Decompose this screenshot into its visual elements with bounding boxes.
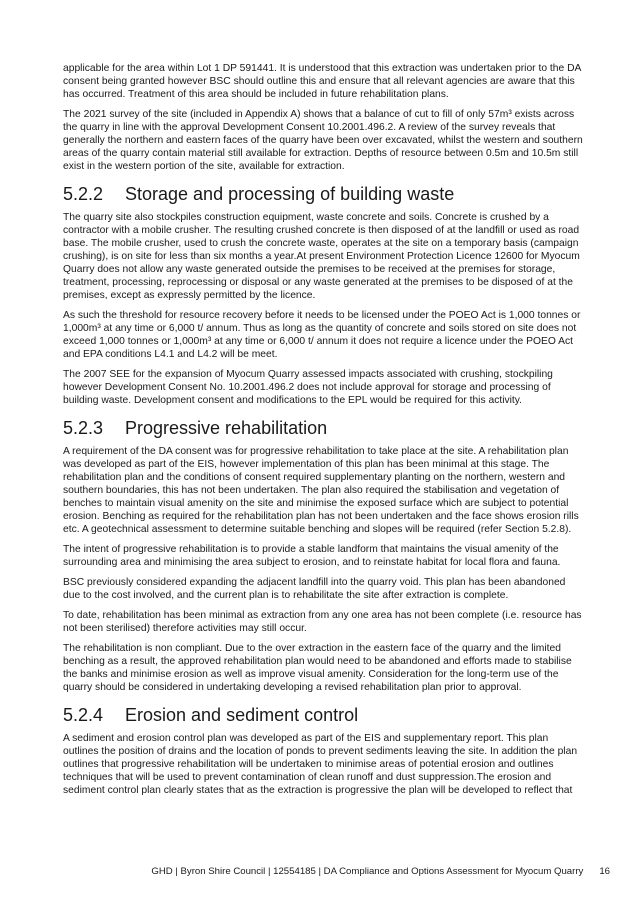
body-paragraph: BSC previously considered expanding the adjacent landfill into the quarry void. This plan has been abandoned due to the cost involved, and the current plan is to rehabilitate the site after extraction is complete.	[63, 577, 566, 601]
section-heading	[63, 417, 583, 439]
body-paragraph: The quarry site also stockpiles construction equipment, waste concrete and soils. Concrete is crushed by a contractor with a mobile crusher. The resulting crushed concrete is then disposed of at the landfill or used as road base. The mobile crusher, used to crush the concrete waste, operates at the site on a temporary basis (campaign crushing), is on site for less than six months a year.At present Environment Protection Licence 12600 for Myocum Quarry does not allow any waste generated outside the premises to be received at the premises for storage, treatment, processing, reprocessing or disposal or any waste generated at the premises to be disposed of at the premises, except as expressly permitted by the licence.	[63, 212, 580, 301]
body-paragraph: A requirement of the DA consent was for progressive rehabilitation to take place at the site. A rehabilitation plan was developed as part of the EIS, however implementation of this plan has been minimal at this stage. The rehabilitation plan and the conditions of consent required supplementary planting on the northern, western and southern boundaries, this has not been undertaken. The plan also required the stabilisation and vegetation of benches to maintain visual amenity on the site and minimise the exposed surface which are subject to potential erosion. Benching as required for the rehabilitation plan has not been undertaken and the face shows erosion rills etc. A geotechnical assessment to determine suitable benching and slopes will be required (refer Section 5.2.8).	[63, 446, 579, 535]
page-footer	[140, 866, 610, 878]
body-paragraph: As such the threshold for resource recovery before it needs to be licensed under the POEO Act is 1,000 tonnes or 1,000m³ at any time or 6,000 t/ annum. Thus as long as the quantity of concrete and soils stored on site does not exceed 1,000 tonnes or 1,000m³ at any time or 6,000 t/ annum it does not require a licence under the POEO Act and EPA conditions L4.1 and L4.2 will be meet.	[63, 310, 581, 360]
section-title: Storage and processing of building waste	[125, 184, 455, 204]
body-paragraph: applicable for the area within Lot 1 DP 591441. It is understood that this extraction was undertaken prior to the DA consent being granted however BSC should outline this and ensure that all relevant agencies are aware that this has occurred. Treatment of this area should be included in future rehabilitation plans.	[63, 63, 581, 100]
page-body	[63, 62, 583, 804]
section-number: 5.2.2	[63, 184, 104, 204]
body-paragraph: To date, rehabilitation has been minimal as extraction from any one area has not been complete (i.e. resource has not been sterilised) therefore activities may still occur.	[63, 610, 582, 634]
section-number: 5.2.4	[63, 705, 104, 725]
section-title: Progressive rehabilitation	[125, 418, 328, 438]
body-paragraph: The 2007 SEE for the expansion of Myocum Quarry assessed impacts associated with crushing, stockpiling however Development Consent No. 10.2001.496.2 does not include approval for storage and processing of building waste. Development consent and modifications to the EPL would be required for this activity.	[63, 369, 553, 406]
section-number: 5.2.3	[63, 418, 104, 438]
body-paragraph: The 2021 survey of the site (included in Appendix A) shows that a balance of cut to fill of only 57m³ exists across the quarry in line with the approval Development Consent 10.2001.496.2. A review of the survey reveals that generally the northern and eastern faces of the quarry have been over excavated, whilst the western and southern areas of the quarry contain material still available for extraction. Depths of resource between 0.5m and 10.5m still exist in the western portion of the site, available for extraction.	[63, 109, 583, 172]
section-title: Erosion and sediment control	[125, 705, 359, 725]
page-number: 16	[599, 866, 610, 877]
section-heading	[63, 183, 583, 205]
footer-text: GHD | Byron Shire Council | 12554185 | DA Compliance and Options Assessment for Myocum Quarry	[151, 866, 584, 877]
section-heading	[63, 704, 583, 726]
body-paragraph: A sediment and erosion control plan was developed as part of the EIS and supplementary report. This plan outlines the position of drains and the location of ponds to prevent sediments leaving the site. In addition the plan outlines that progressive rehabilitation will be undertaken to minimise areas of potential erosion and outlines techniques that will be used to prevent contamination of clean runoff and dust suppression.The erosion and sediment control plan clearly states that as the extraction is progressive the plan will be developed to reflect that	[63, 733, 578, 796]
body-paragraph: The intent of progressive rehabilitation is to provide a stable landform that maintains the visual amenity of the surrounding area and minimising the area subject to erosion, and to reinstate habitat for local flora and fauna.	[63, 544, 561, 568]
body-paragraph: The rehabilitation is non compliant. Due to the over extraction in the eastern face of the quarry and the limited benching as a result, the approved rehabilitation plan would need to be abandoned and efforts made to stabilise the banks and minimise erosion as well as improve visual amenity. Consideration for the long-term use of the quarry should be considered in undertaking developing a revised rehabilitation plan prior to approval.	[63, 643, 572, 693]
